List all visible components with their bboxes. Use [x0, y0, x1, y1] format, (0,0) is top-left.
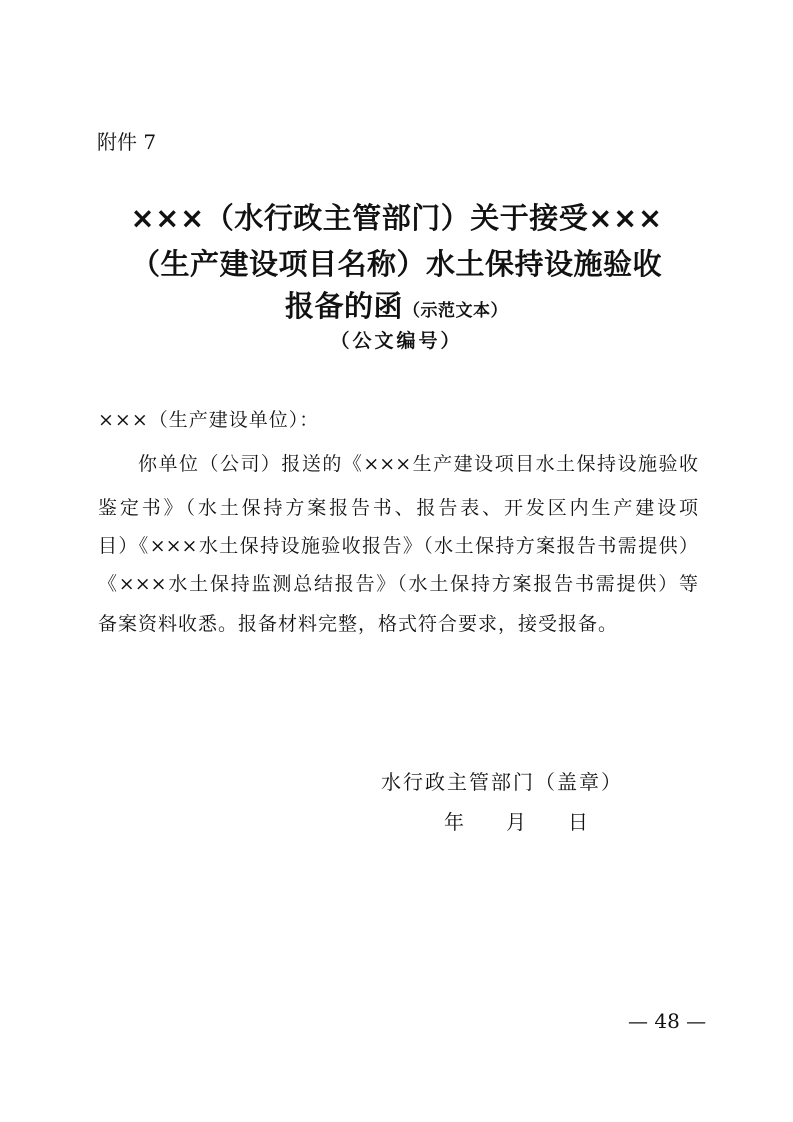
date-year: 年	[444, 810, 464, 834]
salutation: ×××（生产建设单位）：	[98, 409, 320, 431]
document-number: （公文编号）	[330, 330, 463, 352]
body-line-4: 《×××水土保持监测总结报告》（水土保持方案报告书需提供）等	[98, 573, 698, 595]
title-note: （示范文本）	[403, 301, 508, 321]
title-line-1: ×××（水行政主管部门）关于接受×××	[130, 201, 663, 235]
body-line-3: 目）《×××水土保持设施验收报告》（水土保持方案报告书需提供）	[98, 535, 698, 557]
body-line-1: 你单位（公司）报送的《×××生产建设项目水土保持设施验收	[138, 453, 698, 475]
page-number: — 48 —	[628, 1009, 707, 1033]
body-line-2: 鉴定书》（水土保持方案报告书、报告表、开发区内生产建设项	[98, 497, 698, 519]
title-line-2: （生产建设项目名称）水土保持设施验收	[130, 247, 662, 281]
attachment-label: 附件 7	[97, 130, 157, 154]
date-day: 日	[568, 810, 588, 834]
date-month: 月	[506, 810, 526, 834]
title-line-3	[0, 284, 793, 325]
title-line-3-text: 报备的函	[284, 289, 403, 323]
date-line	[444, 806, 630, 835]
signature: 水行政主管部门（盖章）	[381, 770, 623, 794]
body-line-5: 备案资料收悉。报备材料完整，格式符合要求，接受报备。	[98, 613, 619, 635]
